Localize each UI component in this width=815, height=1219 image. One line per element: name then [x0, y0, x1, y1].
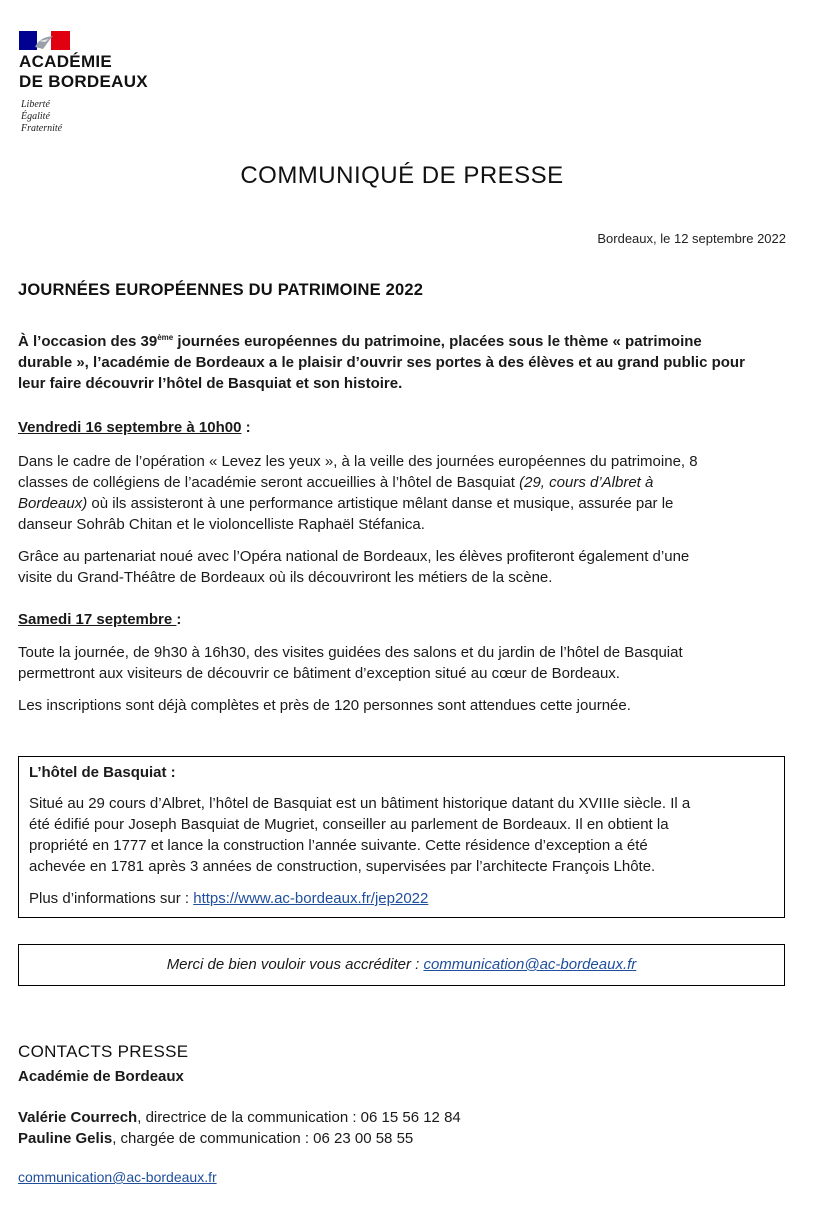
- contact-role: , directrice de la communication : 06 15 56 12 84: [137, 1109, 461, 1126]
- box-line3: propriété en 1777 et lance la construction l’année suivante. Cette résidence d’exception a été: [29, 837, 648, 854]
- intro-line2: durable », l’académie de Bordeaux a le plaisir d’ouvrir ses portes à des élèves et au grand public pour: [18, 354, 745, 371]
- box-line1: Situé au 29 cours d’Albret, l’hôtel de Basquiat est un bâtiment historique datant du XVIIIe siècle. Il a: [29, 795, 691, 812]
- press-release-date: Bordeaux, le 12 septembre 2022: [597, 231, 786, 246]
- friday-p1-line2: classes de collégiens de l’académie seront accueillies à l’hôtel de Basquiat: [18, 474, 520, 491]
- box-more-info: [29, 888, 774, 909]
- saturday-heading-colon: :: [176, 611, 182, 628]
- contact-name: Pauline Gelis: [18, 1130, 113, 1147]
- intro-superscript: ème: [157, 333, 174, 342]
- friday-p1-address-end: Bordeaux): [18, 495, 88, 512]
- friday-paragraph-2: [18, 546, 790, 588]
- friday-heading: [18, 417, 790, 438]
- contact-name: Valérie Courrech: [18, 1109, 138, 1126]
- friday-heading-text: Vendredi 16 septembre à 10h00: [18, 419, 242, 436]
- marianne-flag-logo: [19, 31, 70, 50]
- friday-p2-line2: visite du Grand-Théâtre de Bordeaux où ils découvriront les métiers de la scène.: [18, 569, 553, 586]
- friday-heading-colon: :: [241, 419, 251, 436]
- intro-line1-rest: journées européennes du patrimoine, placées sous le thème « patrimoine: [173, 333, 702, 350]
- accreditation-label: Merci de bien vouloir vous accréditer :: [166, 956, 424, 973]
- box-heading: L’hôtel de Basquiat :: [29, 764, 176, 781]
- contacts-title: CONTACTS PRESSE: [18, 1042, 189, 1061]
- saturday-heading-text: Samedi 17 septembre: [18, 611, 177, 628]
- accreditation-box: [18, 944, 785, 986]
- motto-fraternite: Fraternité: [21, 123, 63, 134]
- accreditation-text: [19, 956, 784, 973]
- jep2022-link[interactable]: https://www.ac-bordeaux.fr/jep2022: [193, 890, 429, 907]
- contacts-email-link[interactable]: communication@ac-bordeaux.fr: [18, 1169, 217, 1185]
- box-line2: été édifié pour Joseph Basquiat de Mugriet, conseiller au parlement de Bordeaux. Il en obtient la: [29, 816, 669, 833]
- intro-text-start: À l’occasion des 39: [18, 333, 158, 350]
- institution-name: [19, 52, 148, 92]
- saturday-paragraph-2: Les inscriptions sont déjà complètes et près de 120 personnes sont attendues cette journée.: [18, 697, 631, 714]
- saturday-paragraph-1: [18, 642, 790, 684]
- institution-line1: ACADÉMIE: [19, 52, 113, 71]
- intro-line3: leur faire découvrir l’hôtel de Basquiat et son histoire.: [18, 375, 403, 392]
- contacts-list: [18, 1107, 790, 1149]
- institution-line2: DE BORDEAUX: [19, 72, 148, 91]
- friday-p2-line1: Grâce au partenariat noué avec l’Opéra national de Bordeaux, les élèves profiteront également d’une: [18, 548, 690, 565]
- contacts-email-row: [18, 1167, 790, 1188]
- contacts-organization: Académie de Bordeaux: [18, 1068, 184, 1085]
- box-description: [29, 793, 774, 877]
- republic-motto: [21, 99, 62, 135]
- friday-p1-line4: danseur Sohrâb Chitan et le violoncelliste Raphaël Stéfanica.: [18, 516, 425, 533]
- headline: JOURNÉES EUROPÉENNES DU PATRIMOINE 2022: [18, 281, 424, 299]
- friday-p1-address: (29, cours d’Albret à: [519, 474, 654, 491]
- contact-row: [18, 1107, 790, 1128]
- friday-p1-line3: où ils assisteront à une performance artistique mêlant danse et musique, assurée par le: [87, 495, 674, 512]
- friday-paragraph-1: [18, 451, 790, 535]
- box-line4: achevée en 1781 après 3 années de construction, supervisées par l’architecte François Lhôte.: [29, 858, 656, 875]
- motto-egalite: Égalité: [21, 111, 50, 122]
- saturday-heading: [18, 609, 790, 630]
- friday-p1-line1: Dans le cadre de l’opération « Levez les yeux », à la veille des journées européennes du patrimoine, 8: [18, 453, 698, 470]
- document-title: COMMUNIQUÉ DE PRESSE: [240, 162, 564, 189]
- more-info-label: Plus d’informations sur :: [29, 890, 194, 907]
- saturday-p1-line2: permettront aux visiteurs de découvrir ce bâtiment d’exception situé au cœur de Bordeaux.: [18, 665, 620, 682]
- motto-liberte: Liberté: [21, 99, 50, 110]
- saturday-p1-line1: Toute la journée, de 9h30 à 16h30, des visites guidées des salons et du jardin de l’hôtel de Basquiat: [18, 644, 683, 661]
- hotel-basquiat-box: [18, 756, 785, 918]
- accreditation-email-link[interactable]: communication@ac-bordeaux.fr: [423, 956, 637, 973]
- contact-row: [18, 1128, 790, 1149]
- contact-role: , chargée de communication : 06 23 00 58 55: [112, 1130, 414, 1147]
- intro-paragraph: [18, 331, 790, 394]
